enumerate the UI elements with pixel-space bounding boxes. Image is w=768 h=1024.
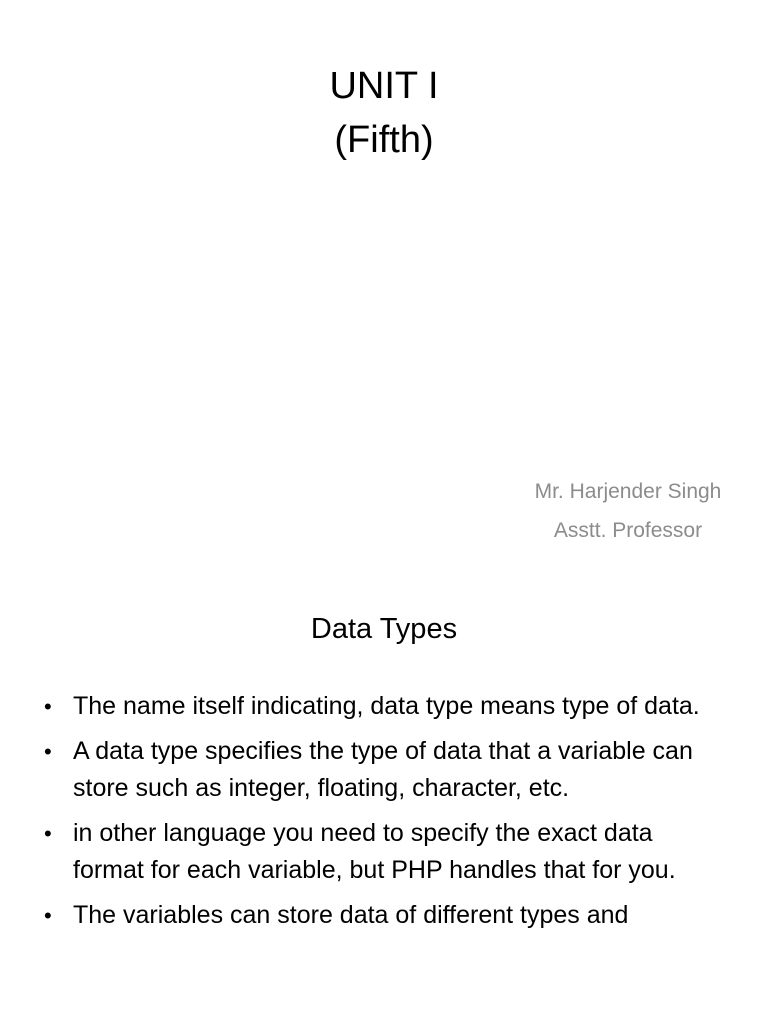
unit-subtitle: (Fifth) <box>334 119 434 161</box>
bullet-text: The name itself indicating, data type means type of data. <box>73 692 700 720</box>
bullet-dot-icon: • <box>44 821 52 846</box>
bullet-text: The variables can store data of different types and <box>73 901 629 929</box>
unit-title: UNIT I <box>329 65 439 107</box>
bullet-item <box>42 688 722 725</box>
author-name: Mr. Harjender Singh <box>534 480 722 503</box>
bullet-item <box>42 897 722 934</box>
data-types-slide <box>0 576 768 1024</box>
bullet-dot-icon: • <box>44 694 52 719</box>
bullet-dot-icon: • <box>44 739 52 764</box>
bullet-item <box>42 733 722 807</box>
slide-title: Data Types <box>310 613 458 645</box>
bullet-dot-icon: • <box>44 903 52 928</box>
bullet-text: A data type specifies the type of data that a variable can store such as integer, floating, character, etc. <box>73 737 693 802</box>
author-title: Asstt. Professor <box>553 519 703 542</box>
bullet-list <box>42 688 722 942</box>
bullet-item <box>42 815 722 889</box>
bullet-text: in other language you need to specify the exact data format for each variable, but PHP handles that for you. <box>73 819 676 884</box>
